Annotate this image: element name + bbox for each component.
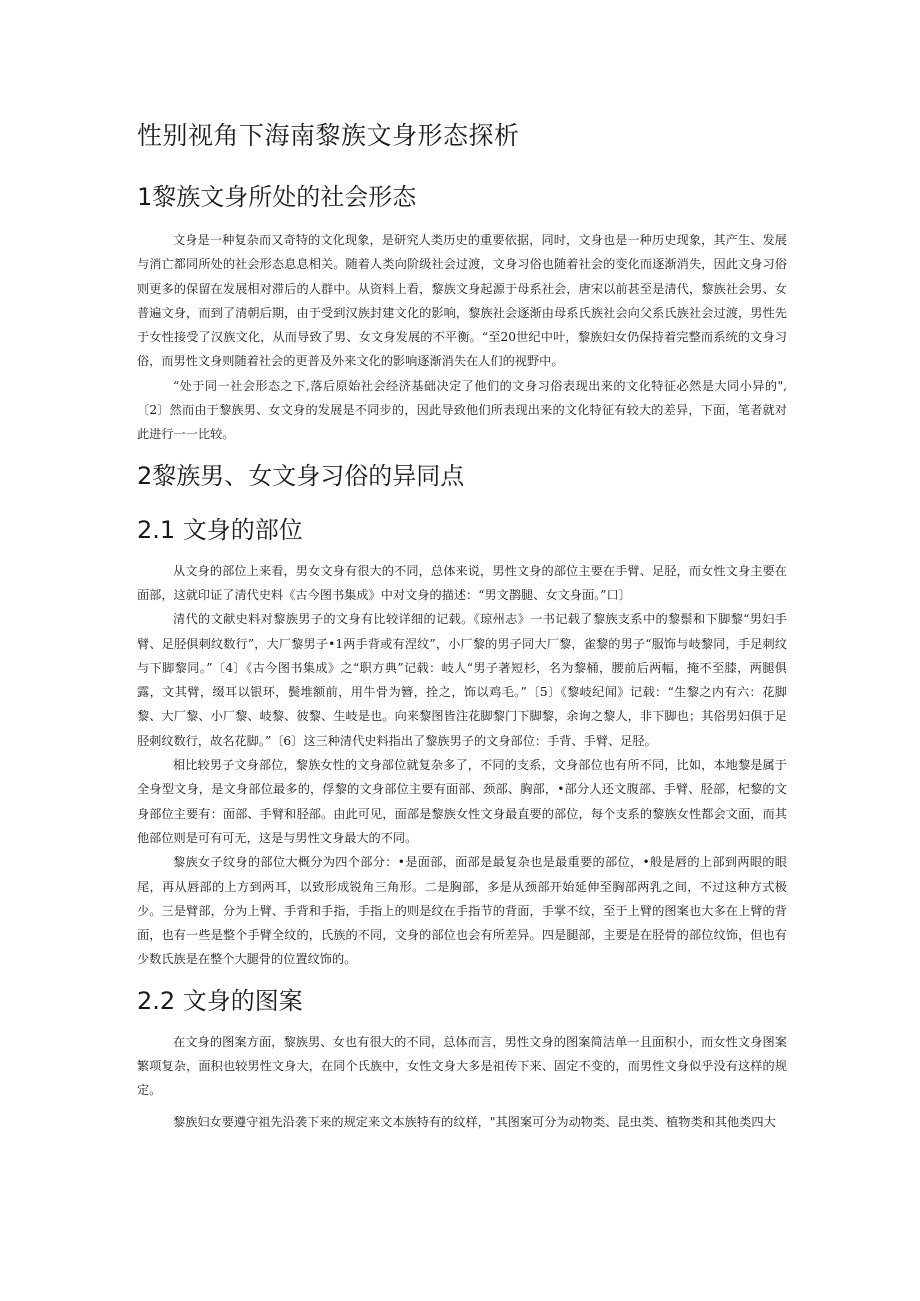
subsection-heading: 2.1 文身的部位	[137, 515, 303, 544]
section-heading: 2黎族男、女文身习俗的异同点	[137, 461, 465, 490]
paragraph: 文身是一种复杂而又奇特的文化现象，是研究人类历史的重要依据，同时，文身也是一种历史现象，其产生、发展与消亡都同所处的社会形态息息相关。随着人类向阶级社会过渡，文身习俗也随着社会的变化而逐渐消失，因此文身习俗则更多的保留在发展相对滞后的人群中。从资料上看，黎族文身起源于母系社会，唐宋以前甚至是清代，黎族社会男、女普遍文身，而到了清朝后期，由于受到汉族封建文化的影响，黎族社会逐渐由母系氏族社会向父系氏族社会过渡，男性先于女性接受了汉族文化，从而导致了男、女文身发展的不平衡。“至20世纪中叶，黎族妇女仍保持着完整而系统的文身习俗，而男性文身则随着社会的更普及外来文化的影响逐渐消失在人们的视野中。	[137, 233, 787, 369]
paragraph: 在文身的图案方面，黎族男、女也有很大的不同，总体而言，男性文身的图案简洁单一且面积小，而女性文身图案繁项复杂，面积也较男性文身大，在同个氏族中，女性文身大多是祖传下来、固定不变的，而男性文身似乎没有这样的规定。	[137, 1034, 787, 1098]
paragraph: 清代的文献史料对黎族男子的文身有比较详细的记载。《琼州志》一书记载了黎族支系中的黎鬃和下脚黎“男妇手臂、足胫俱刺纹数行”，大厂黎男子•1两手背或有涅纹”，小厂黎的男子同大厂黎，雀黎的男子“服饰与岐黎同，手足刺纹与下脚黎同。”〔4〕《古今图书集成》之“职方典”记载：岐人“男子著短杉，名为黎桶，腰前后两幅，掩不至膝，两腿俱露，文其臂，缀耳以银环，鬓堆额前，用牛骨为簪，拴之，饰以鸡毛。”〔5〕《黎岐纪闻》记载：“生黎之内有六：花脚黎、大厂黎、小厂黎、岐黎、彼黎、生岐是也。向来黎图皆注花脚黎门下脚黎，余询之黎人，非下脚也；其俗男妇俱于足胫刺纹数行，故名花脚。”〔6〕这三种清代史料指出了黎族男子的文身部位：手背、手臂、足胫。	[137, 612, 787, 748]
paragraph: “处于同一社会形态之下,落后原始社会经济基础决定了他们的文身习俗表现出来的文化特征必然是大同小异的",〔2〕然而由于黎族男、女文身的发展是不同步的，因此导致他们所表现出来的文化特征有较大的差异，下面，笔者就对此进行一一比较。	[137, 378, 787, 442]
section-heading: 1黎族文身所处的社会形态	[137, 183, 417, 211]
document-page	[137, 112, 787, 1134]
section-tattoo-location	[137, 507, 787, 972]
section-tattoo-pattern	[137, 978, 787, 1134]
paragraph-gap	[137, 1103, 787, 1110]
paragraph: 黎族妇女要遵守祖先沿袭下来的规定来文本族特有的纹样，"其图案可分为动物类、昆虫类、植物类和其他类四大	[172, 1114, 776, 1129]
document-title: 性别视角下海南黎族文身形态探析	[137, 121, 520, 150]
paragraph: 相比较男子文身部位，黎族女性的文身部位就复杂多了，不同的支系，文身部位也有所不同，比如，本地黎是属于全身型文身，是文身部位最多的，俘黎的文身部位主要有面部、颈部、胸部，•部分人还文腹部、手臂、胫部，杞黎的文身部位主要有：面部、手臂和胫部。由此可见，面部是黎族女性文身最直要的部位，每个支系的黎族女性都会文面，而其他部位则是可有可无，这是与男性文身最大的不同。	[137, 758, 787, 845]
section-social-form	[137, 174, 787, 447]
paragraph: 从文身的部位上来看，男女文身有很大的不同，总体来说，男性文身的部位主要在手臂、足胫，而女性文身主要在面部，这就印证了清代史料《古今图书集成》中对文身的描述：“男文鹊腿、女文身面。”口〕	[137, 563, 787, 602]
subsection-heading: 2.2 文身的图案	[137, 986, 303, 1015]
paragraph: 黎族女子纹身的部位大概分为四个部分：•是面部，面部是最复杂也是最重要的部位，•般是唇的上部到两眼的眼尾，再从唇部的上方到两耳，以致形成锐角三角形。二是胸部，多是从颈部开始延伸至胸部两乳之间，不过这种方式极少。三是臂部，分为上臂、手背和手指，手指上的则是纹在手指节的背面，手掌不纹，至于上臂的图案也大多在上臂的背面，也有一些是整个手臂全纹的，氏族的不同，文身的部位也会有所差异。四是腿部，主要是在胫骨的部位纹饰，但也有少数氏族是在整个大腿骨的位置纹饰的。	[137, 855, 787, 967]
section-similarities-differences	[137, 453, 787, 499]
